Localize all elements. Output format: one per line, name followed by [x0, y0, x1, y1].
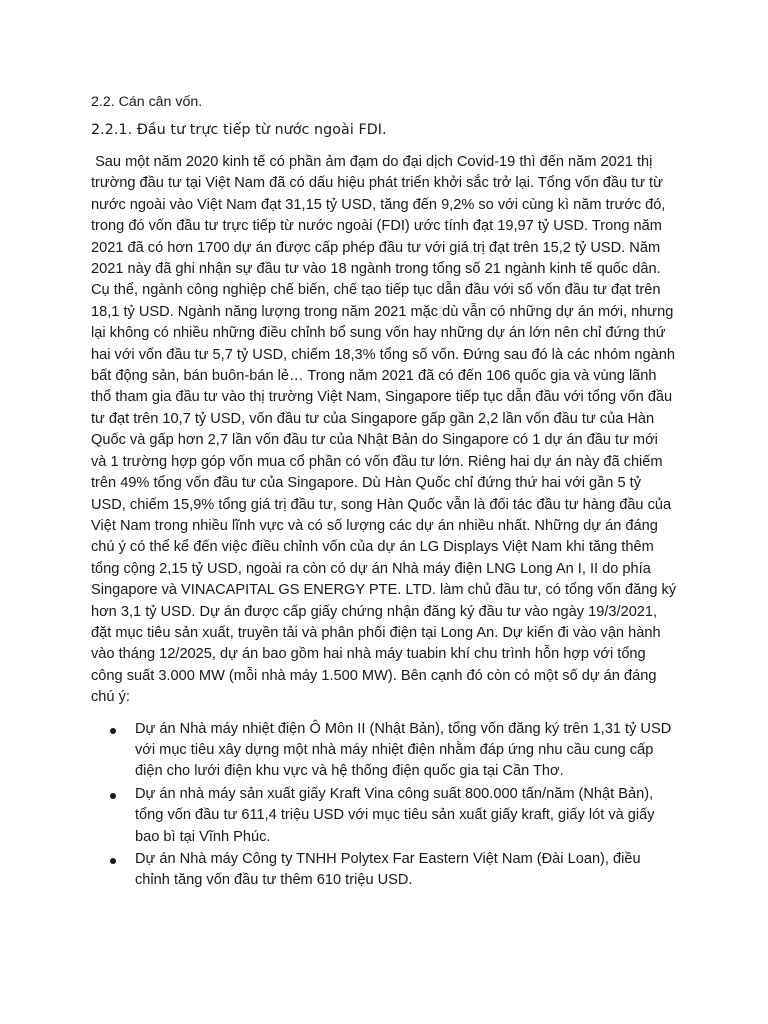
bullet-text: Dự án Nhà máy nhiệt điện Ô Môn II (Nhật Bản), tổng vốn đăng ký trên 1,31 tỷ USD với mục tiêu xây dựng một nhà máy nhiệt điện nhằm đáp ứng nhu cầu cung cấp điện cho lưới điện khu vực và hệ thống điện quốc gia tại Cần Thơ.	[135, 720, 672, 780]
subsection-heading: 2.2.1. Đầu tư trực tiếp từ nước ngoài FDI.	[91, 122, 387, 138]
bullet-dot-icon	[110, 728, 116, 734]
section-heading: 2.2. Cán cân vốn.	[91, 94, 203, 110]
bullet-item	[91, 784, 677, 848]
bullet-dot-icon	[110, 793, 116, 799]
bullet-text: Dự án nhà máy sản xuất giấy Kraft Vina công suất 800.000 tấn/năm (Nhật Bản), tổng vốn đầu tư 611,4 triệu USD với mục tiêu sản xuất giấy kraft, giấy lót và giấy bao bì tại Vĩnh Phúc.	[135, 785, 655, 845]
bullet-item	[91, 849, 677, 892]
body-paragraph: Sau một năm 2020 kinh tế có phần ảm đạm do đại dịch Covid-19 thì đến năm 2021 thị trường đầu tư tại Việt Nam đã có dấu hiệu phát triển khởi sắc trở lại. Tổng vốn đầu tư từ nước ngoài vào Việt Nam đạt 31,15 tỷ USD, tăng đến 9,2% so với cùng kì năm trước đó, trong đó vốn đầu tư trực tiếp từ nước ngoài (FDI) ước tính đạt 19,97 tỷ USD. Trong năm 2021 đã có hơn 1700 dự án được cấp phép đầu tư với giá trị đạt trên 15,2 tỷ USD. Năm 2021 này đã ghi nhận sự đầu tư vào 18 ngành trong tổng số 21 ngành kinh tế quốc dân. Cụ thể, ngành công nghiệp chế biến, chế tạo tiếp tục dẫn đầu với số vốn đầu tư đạt trên 18,1 tỷ USD. Ngành năng lượng trong năm 2021 mặc dù vẫn có những dự án mới, nhưng lại không có nhiều những điều chỉnh bổ sung vốn hay những dự án lớn nên chỉ đứng thứ hai với vốn đầu tư 5,7 tỷ USD, chiếm 18,3% tổng số vốn. Đứng sau đó là các nhóm ngành bất động sản, bán buôn-bán lẻ… Trong năm 2021 đã có đến 106 quốc gia và vùng lãnh thổ tham gia đầu tư vào thị trường Việt Nam, Singapore tiếp tục dẫn đầu với tổng vốn đầu tư đạt trên 10,7 tỷ USD, vốn đầu tư của Singapore gấp gần 2,2 lần vốn đầu tư của Hàn Quốc và gấp hơn 2,7 lần vốn đầu tư của Nhật Bản do Singapore có 1 dự án đầu tư mới và 1 trường hợp góp vốn mua cổ phần có vốn đầu tư lớn. Riêng hai dự án này đã chiếm trên 49% tổng vốn đầu tư của Singapore. Dù Hàn Quốc chỉ đứng thứ hai với gần 5 tỷ USD, chiếm 15,9% tổng giá trị đầu tư, song Hàn Quốc vẫn là đối tác đầu tư hàng đầu của Việt Nam trong nhiều lĩnh vực và có số lượng các dự án nhiều nhất. Những dự án đáng chú ý có thể kể đến việc điều chỉnh vốn của dự án LG Displays Việt Nam khi tăng thêm tổng cộng 2,15 tỷ USD, ngoài ra còn có dự án Nhà máy điện LNG Long An I, II do phía Singapore và VINACAPITAL GS ENERGY PTE. LTD. làm chủ đầu tư, có tổng vốn đăng ký hơn 3,1 tỷ USD. Dự án được cấp giấy chứng nhận đăng ký đầu tư vào ngày 19/3/2021, đặt mục tiêu sản xuất, truyền tải và phân phối điện tại Long An. Dự kiến đi vào vận hành vào tháng 12/2025, dự án bao gồm hai nhà máy tuabin khí chu trình hỗn hợp với tổng công suất 3.000 MW (mỗi nhà máy 1.500 MW). Bên cạnh đó còn có một số dự án đáng chú ý:	[91, 154, 681, 706]
bullet-list	[91, 719, 677, 892]
bullet-dot-icon	[110, 858, 116, 864]
bullet-item	[91, 719, 677, 783]
bullet-text: Dự án Nhà máy Công ty TNHH Polytex Far Eastern Việt Nam (Đài Loan), điều chỉnh tăng vốn đầu tư thêm 610 triệu USD.	[135, 851, 641, 889]
document-page	[91, 92, 681, 893]
